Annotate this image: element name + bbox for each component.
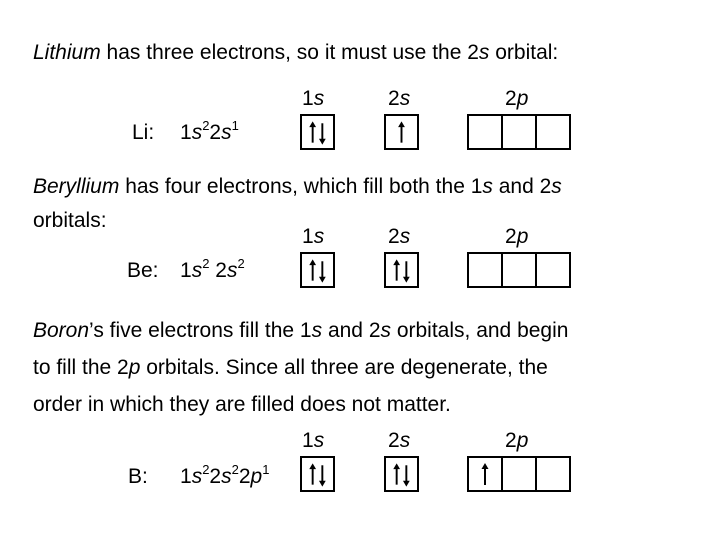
config-l: s — [221, 121, 232, 144]
header-num: 2 — [388, 87, 400, 110]
header-num: 2 — [388, 225, 400, 248]
beryllium-header-2p — [505, 226, 528, 247]
beryllium-2s-orbital-box — [384, 252, 419, 288]
boron-description-line3: order in which they are filled does not matter. — [33, 393, 451, 416]
beryllium-symbol: Be: — [127, 259, 159, 282]
beryllium-description-text: has four electrons, which fill both the 1 — [119, 175, 483, 198]
config-n: 2 — [238, 465, 251, 488]
lithium-header-2s — [388, 88, 410, 109]
header-letter: p — [516, 225, 529, 248]
orbital-letter: s — [482, 175, 493, 198]
lithium-2p-box-2 — [501, 114, 537, 150]
config-l: p — [250, 465, 263, 488]
beryllium-1s-orbital-box — [300, 252, 335, 288]
config-n: 1 — [180, 465, 192, 488]
config-e: 2 — [202, 118, 210, 133]
header-letter: s — [399, 225, 411, 248]
config-l: s — [226, 259, 238, 282]
config-e: 2 — [237, 256, 245, 271]
boron-2p-box-1 — [467, 456, 503, 492]
config-e: 1 — [262, 462, 270, 477]
beryllium-2p-box-3 — [535, 252, 571, 288]
header-letter: s — [399, 429, 411, 452]
lithium-header-1s — [302, 88, 324, 109]
config-n: 2 — [209, 121, 222, 144]
boron-configuration — [180, 462, 270, 488]
boron-2p-orbital-boxes — [467, 456, 571, 492]
boron-line2-end: orbitals. Since all three are degenerate, the — [140, 356, 548, 379]
boron-and: and 2 — [322, 319, 381, 342]
config-l: s — [191, 259, 203, 282]
electron-arrows — [386, 458, 417, 490]
header-num: 2 — [505, 429, 517, 452]
header-letter: s — [313, 87, 325, 110]
spin-up-arrow-icon — [393, 463, 400, 484]
config-e: 1 — [231, 118, 239, 133]
lithium-1s-orbital-box — [300, 114, 335, 150]
config-e: 2 — [202, 256, 210, 271]
beryllium-header-2s — [388, 226, 410, 247]
orbital-letter: s — [551, 175, 562, 198]
spin-up-arrow-icon — [482, 463, 489, 485]
spin-up-arrow-icon — [309, 121, 316, 142]
spin-down-arrow-icon — [319, 261, 326, 282]
beryllium-name: Beryllium — [33, 175, 120, 198]
orbital-letter: p — [128, 356, 141, 379]
electron-arrows — [302, 116, 333, 148]
config-n: 2 — [209, 465, 222, 488]
boron-1s-orbital-box — [300, 456, 335, 492]
lithium-2s-orbital-box — [384, 114, 419, 150]
boron-header-2p — [505, 430, 528, 451]
lithium-2p-box-3 — [535, 114, 571, 150]
lithium-description — [33, 42, 558, 63]
header-letter: p — [516, 87, 529, 110]
boron-description-text: ’s five electrons fill the 1 — [89, 319, 312, 342]
electron-arrows — [386, 254, 417, 286]
orbital-letter: s — [380, 319, 391, 342]
electron-arrows — [469, 458, 501, 490]
header-num: 1 — [302, 87, 314, 110]
spin-down-arrow-icon — [319, 465, 326, 486]
spin-down-arrow-icon — [403, 261, 410, 282]
config-e: 2 — [231, 462, 239, 477]
beryllium-and: and 2 — [492, 175, 552, 198]
boron-header-2s — [388, 430, 410, 451]
boron-description-line2 — [33, 357, 548, 378]
header-num: 1 — [302, 225, 314, 248]
boron-symbol: B: — [128, 465, 148, 488]
lithium-configuration — [180, 118, 239, 144]
header-num: 2 — [505, 87, 517, 110]
beryllium-header-1s — [302, 226, 324, 247]
header-letter: s — [313, 225, 325, 248]
electron-arrows — [386, 116, 417, 148]
header-letter: s — [399, 87, 411, 110]
config-n: 1 — [180, 121, 192, 144]
beryllium-2p-orbital-boxes — [467, 252, 571, 288]
spin-up-arrow-icon — [309, 463, 316, 484]
boron-2s-orbital-box — [384, 456, 419, 492]
orbital-letter: s — [311, 319, 323, 342]
beryllium-configuration — [180, 256, 245, 282]
config-l: s — [191, 465, 203, 488]
boron-2p-box-3 — [535, 456, 571, 492]
lithium-description-text: has three electrons, so it must use the 2 — [100, 41, 479, 64]
beryllium-2p-box-1 — [467, 252, 503, 288]
config-l: s — [191, 121, 203, 144]
electron-arrows — [302, 254, 333, 286]
spin-up-arrow-icon — [398, 121, 405, 142]
header-letter: p — [516, 429, 529, 452]
boron-name: Boron — [33, 319, 90, 342]
boron-line2-start: to fill the 2 — [33, 356, 129, 379]
spin-up-arrow-icon — [309, 259, 316, 280]
config-l: s — [221, 465, 232, 488]
lithium-symbol: Li: — [132, 121, 155, 144]
beryllium-description — [33, 176, 562, 197]
boron-description-line1 — [33, 320, 568, 341]
lithium-name: Lithium — [33, 41, 101, 64]
header-letter: s — [313, 429, 325, 452]
spin-up-arrow-icon — [393, 259, 400, 280]
boron-2p-box-2 — [501, 456, 537, 492]
beryllium-description-line2: orbitals: — [33, 209, 107, 232]
electron-arrows — [302, 458, 333, 490]
header-num: 2 — [388, 429, 400, 452]
spin-down-arrow-icon — [403, 465, 410, 486]
lithium-orbital-letter: s — [478, 41, 490, 64]
config-n: 2 — [215, 259, 227, 282]
boron-description-end: orbitals, and begin — [391, 319, 569, 342]
header-num: 2 — [505, 225, 517, 248]
lithium-description-end: orbital: — [489, 41, 559, 64]
lithium-2p-orbital-boxes — [467, 114, 571, 150]
beryllium-2p-box-2 — [501, 252, 537, 288]
header-num: 1 — [302, 429, 314, 452]
boron-header-1s — [302, 430, 324, 451]
spin-down-arrow-icon — [319, 123, 326, 144]
lithium-2p-box-1 — [467, 114, 503, 150]
config-n: 1 — [180, 259, 192, 282]
config-e: 2 — [202, 462, 210, 477]
lithium-header-2p — [505, 88, 528, 109]
